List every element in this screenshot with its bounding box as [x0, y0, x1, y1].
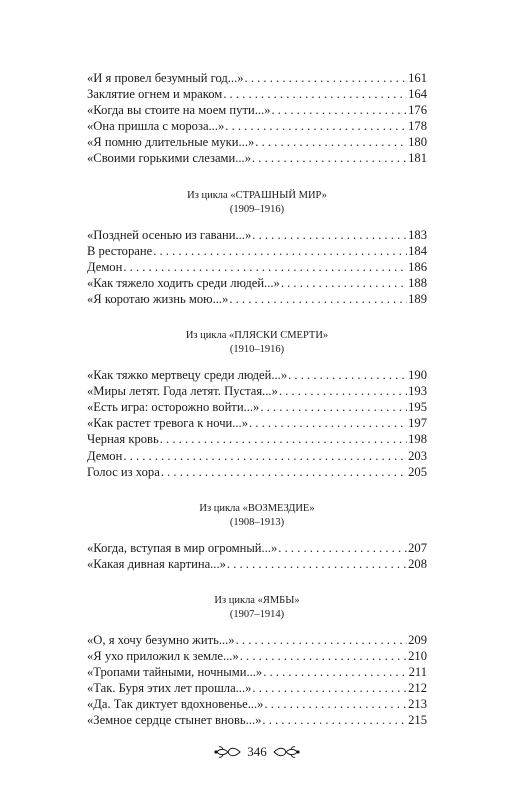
- entry-page-number: 161: [408, 71, 427, 85]
- entry-page-number: 205: [408, 464, 427, 479]
- section-years: (1908–1913): [229, 516, 285, 528]
- dot-leader: [123, 259, 407, 275]
- floral-ornament-icon: [213, 745, 241, 759]
- dot-leader: [227, 556, 407, 572]
- entry-page-number: 176: [408, 103, 427, 118]
- entry-page-number: 208: [408, 556, 427, 571]
- entry-title: «Она пришла с мороза...»: [87, 119, 225, 134]
- section-title: Из цикла «СТРАШНЫЙ МИР»: [187, 189, 327, 201]
- section-years: (1907–1914): [229, 608, 285, 620]
- entry-title: Голос из хора: [87, 464, 160, 479]
- dot-leader: [279, 383, 407, 399]
- toc-entry: [87, 291, 427, 307]
- entry-page-number: 178: [408, 119, 427, 134]
- entry-title: «Я ухо приложил к земле...»: [87, 648, 239, 663]
- entry-title: «Какая дивная картина...»: [87, 556, 226, 571]
- dot-leader: [236, 632, 408, 648]
- dot-leader: [240, 648, 407, 664]
- toc-entry: [87, 680, 427, 696]
- toc-entry: [87, 367, 427, 383]
- toc-entry: [87, 415, 427, 431]
- floral-ornament-icon: [273, 745, 301, 759]
- toc-entry: [87, 664, 427, 680]
- entry-title: В ресторане: [87, 243, 153, 258]
- entry-title: «Земное сердце стынет вновь...»: [87, 713, 262, 728]
- entry-page-number: 197: [408, 416, 427, 431]
- toc-entry: [87, 118, 427, 134]
- dot-leader: [252, 680, 407, 696]
- dot-leader: [264, 696, 407, 712]
- entry-page-number: 184: [408, 243, 427, 258]
- entry-page-number: 211: [408, 665, 427, 680]
- entry-title: «О, я хочу безумно жить...»: [87, 632, 235, 647]
- entry-page-number: 195: [408, 400, 427, 415]
- dot-leader: [223, 86, 407, 102]
- entry-title: «Когда вы стоите на моем пути...»: [87, 103, 271, 118]
- toc-entry: [87, 150, 427, 166]
- entry-title: «Тропами тайными, ночными...»: [87, 665, 263, 680]
- entry-title: «И я провел безумный год...»: [87, 71, 244, 85]
- toc-group-intro: [87, 70, 427, 167]
- toc-entry: [87, 383, 427, 399]
- entry-title: «Поздней осенью из гавани...»: [87, 227, 252, 242]
- dot-leader: [245, 70, 408, 86]
- section-years: (1909–1916): [229, 203, 285, 215]
- section-heading: [87, 329, 427, 357]
- entry-title: Демон: [87, 448, 123, 463]
- page-footer: [0, 744, 514, 760]
- entry-page-number: 181: [408, 151, 427, 166]
- toc-sections: [87, 189, 427, 729]
- toc-entry: [87, 243, 427, 259]
- toc-entry: [87, 431, 427, 447]
- entry-title: Заклятие огнем и мраком: [87, 87, 223, 102]
- entry-page-number: 203: [408, 448, 427, 463]
- entry-page-number: 213: [408, 697, 427, 712]
- toc-entry: [87, 556, 427, 572]
- dot-leader: [123, 448, 407, 464]
- dot-leader: [252, 150, 407, 166]
- toc-entry: [87, 399, 427, 415]
- entry-page-number: 164: [408, 87, 427, 102]
- section-title: Из цикла «ВОЗМЕЗДИЕ»: [199, 502, 315, 514]
- entry-title: «Есть игра: осторожно войти...»: [87, 400, 260, 415]
- dot-leader: [153, 243, 407, 259]
- entry-page-number: 207: [408, 540, 427, 555]
- entry-page-number: 215: [408, 713, 427, 728]
- entry-page-number: 212: [408, 681, 427, 696]
- toc-entry: [87, 540, 427, 556]
- entry-page-number: 183: [408, 227, 427, 242]
- dot-leader: [271, 102, 407, 118]
- dot-leader: [249, 415, 407, 431]
- table-of-contents: [87, 70, 427, 728]
- section-title: Из цикла «ЯМБЫ»: [214, 594, 300, 606]
- dot-leader: [281, 275, 407, 291]
- dot-leader: [225, 118, 407, 134]
- entry-title: «Как растет тревога к ночи...»: [87, 416, 249, 431]
- entry-title: «Когда, вступая в мир огромный...»: [87, 540, 278, 555]
- toc-entry: [87, 648, 427, 664]
- toc-section: [87, 594, 427, 729]
- toc-section: [87, 189, 427, 307]
- entry-page-number: 210: [408, 648, 427, 663]
- toc-entry: [87, 712, 427, 728]
- toc-entry: [87, 86, 427, 102]
- toc-entry: [87, 632, 427, 648]
- dot-leader: [263, 664, 407, 680]
- entry-page-number: 209: [408, 632, 427, 647]
- entry-page-number: 188: [408, 275, 427, 290]
- section-years: (1910–1916): [229, 344, 285, 356]
- dot-leader: [255, 134, 407, 150]
- dot-leader: [278, 540, 407, 556]
- section-heading: [87, 594, 427, 622]
- entry-title: «Своими горькими слезами...»: [87, 151, 251, 166]
- dot-leader: [252, 227, 407, 243]
- toc-entry: [87, 275, 427, 291]
- entry-page-number: 193: [408, 384, 427, 399]
- entry-page-number: 198: [408, 432, 427, 447]
- toc-entry: [87, 70, 427, 86]
- dot-leader: [229, 291, 407, 307]
- dot-leader: [288, 367, 407, 383]
- entry-title: «Как тяжко мертвецу среди людей...»: [87, 368, 288, 383]
- entry-title: «Миры летят. Года летят. Пустая...»: [87, 384, 278, 399]
- section-title: Из цикла «ПЛЯСКИ СМЕРТИ»: [185, 330, 329, 342]
- section-heading: [87, 502, 427, 530]
- entry-title: «Так. Буря этих лет прошла...»: [87, 681, 252, 696]
- entry-page-number: 186: [408, 259, 427, 274]
- toc-entry: [87, 696, 427, 712]
- toc-entry: [87, 134, 427, 150]
- section-heading: [87, 189, 427, 217]
- entry-title: «Как тяжело ходить среди людей...»: [87, 275, 280, 290]
- dot-leader: [161, 464, 407, 480]
- toc-entry: [87, 448, 427, 464]
- toc-entry: [87, 464, 427, 480]
- entry-page-number: 190: [408, 368, 427, 383]
- entry-title: «Да. Так диктует вдохновенье...»: [87, 697, 264, 712]
- entry-page-number: 180: [408, 135, 427, 150]
- toc-section: [87, 329, 427, 480]
- entry-title: «Я коротаю жизнь мою...»: [87, 291, 229, 306]
- page-number: 346: [247, 744, 267, 759]
- entry-title: Демон: [87, 259, 123, 274]
- entry-title: Черная кровь: [87, 432, 159, 447]
- toc-entry: [87, 259, 427, 275]
- entry-page-number: 189: [408, 291, 427, 306]
- dot-leader: [262, 712, 407, 728]
- dot-leader: [260, 399, 407, 415]
- toc-section: [87, 502, 427, 572]
- toc-entry: [87, 227, 427, 243]
- toc-entry: [87, 102, 427, 118]
- dot-leader: [160, 431, 407, 447]
- entry-title: «Я помню длительные муки...»: [87, 135, 255, 150]
